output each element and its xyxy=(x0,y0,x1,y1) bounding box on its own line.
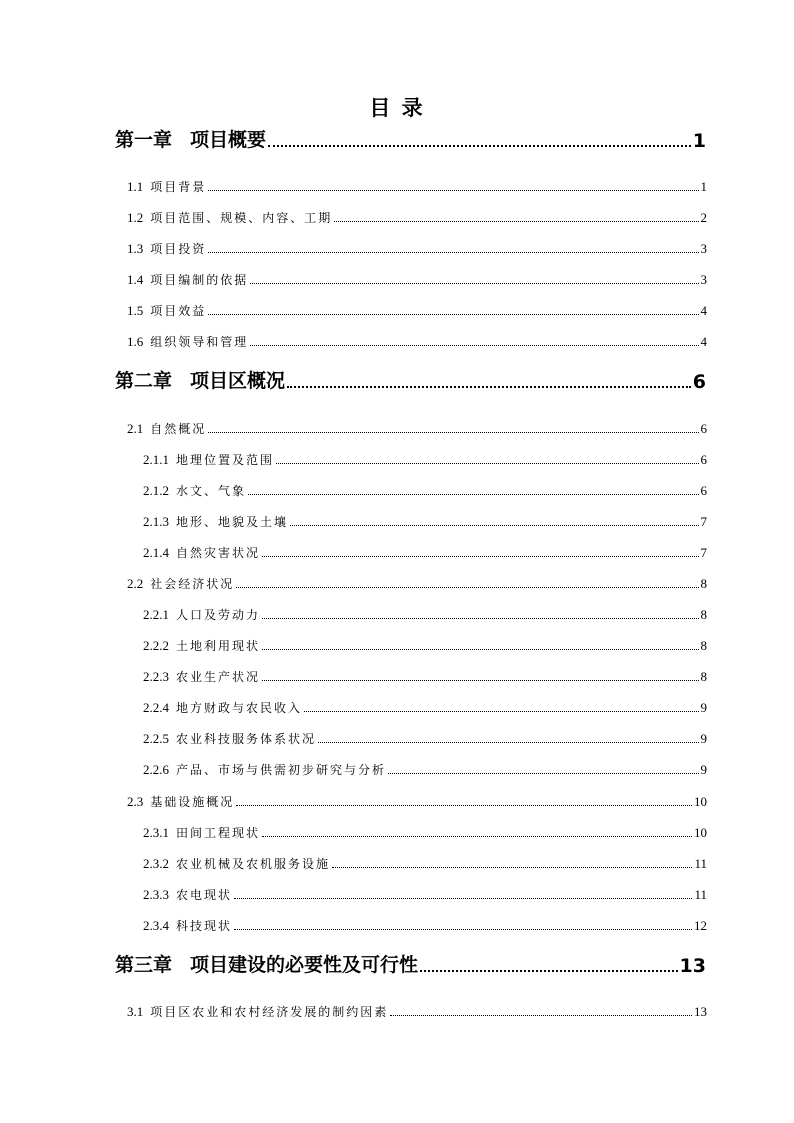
toc-entry-number: 1.1 xyxy=(127,179,144,194)
toc-entry-page: 3 xyxy=(700,272,707,287)
toc-entry-title: 项目建设的必要性及可行性 xyxy=(190,954,419,976)
toc-entry-number: 第二章 xyxy=(115,370,173,392)
toc-entry-page: 11 xyxy=(694,856,707,871)
toc-entry-page: 1 xyxy=(692,130,706,152)
toc-entry-title: 人口及劳动力 xyxy=(176,608,261,622)
toc-dot-leader xyxy=(304,711,698,712)
toc-entry-title: 自然灾害状况 xyxy=(176,546,261,560)
toc-dot-leader xyxy=(268,145,691,147)
toc-subsection-entry[interactable] xyxy=(143,885,707,903)
toc-dot-leader xyxy=(234,929,692,930)
toc-dot-leader xyxy=(334,221,698,222)
toc-entry-title: 地方财政与农民收入 xyxy=(176,701,303,715)
toc-dot-leader xyxy=(250,283,698,284)
toc-entry-page: 6 xyxy=(700,452,707,467)
toc-entry-number: 3.1 xyxy=(127,1004,144,1019)
toc-subsection-entry[interactable] xyxy=(143,667,707,685)
toc-subsection-entry[interactable] xyxy=(143,698,707,716)
toc-chapter-entry[interactable] xyxy=(115,953,706,977)
toc-entry-page: 2 xyxy=(700,210,707,225)
toc-dot-leader xyxy=(262,649,698,650)
toc-entry-number: 1.6 xyxy=(127,334,144,349)
toc-entry-page: 8 xyxy=(700,576,707,591)
toc-section-entry[interactable] xyxy=(127,574,707,592)
toc-entry-page: 9 xyxy=(700,731,707,746)
toc-entry-title: 地形、地貌及土壤 xyxy=(176,515,289,529)
toc-section-entry[interactable] xyxy=(127,792,707,810)
toc-chapter-entry[interactable] xyxy=(115,369,706,393)
toc-dot-leader xyxy=(332,867,692,868)
toc-entry-page: 8 xyxy=(700,669,707,684)
toc-dot-leader xyxy=(262,836,692,837)
toc-entry-page: 8 xyxy=(700,607,707,622)
toc-entry-number: 第一章 xyxy=(115,129,173,151)
toc-entry-title: 田间工程现状 xyxy=(176,826,261,840)
toc-section-entry[interactable] xyxy=(127,208,707,226)
toc-subsection-entry[interactable] xyxy=(143,543,707,561)
toc-section-entry[interactable] xyxy=(127,1002,707,1020)
toc-entry-page: 12 xyxy=(694,918,707,933)
toc-entry-number: 1.4 xyxy=(127,272,144,287)
toc-entry-page: 10 xyxy=(694,825,707,840)
toc-entry-page: 8 xyxy=(700,638,707,653)
toc-dot-leader xyxy=(290,525,698,526)
toc-entry-number: 2.3.3 xyxy=(143,887,169,902)
toc-entry-title: 土地利用现状 xyxy=(176,639,261,653)
toc-dot-leader xyxy=(262,618,698,619)
toc-entry-title: 农业机械及农机服务设施 xyxy=(176,857,331,871)
toc-dot-leader xyxy=(234,898,692,899)
toc-entry-page: 4 xyxy=(700,334,707,349)
toc-subsection-entry[interactable] xyxy=(143,605,707,623)
toc-entry-title: 水文、气象 xyxy=(176,484,247,498)
toc-entry-number: 2.1.4 xyxy=(143,545,169,560)
toc-entry-page: 9 xyxy=(700,762,707,777)
toc-entry-number: 2.2.2 xyxy=(143,638,169,653)
toc-section-entry[interactable] xyxy=(127,419,707,437)
toc-subsection-entry[interactable] xyxy=(143,450,707,468)
toc-entry-number: 2.1.1 xyxy=(143,452,169,467)
toc-subsection-entry[interactable] xyxy=(143,823,707,841)
toc-dot-leader xyxy=(388,773,698,774)
toc-entry-title: 产品、市场与供需初步研究与分析 xyxy=(176,763,387,777)
toc-dot-leader xyxy=(262,556,698,557)
toc-entry-number: 2.3.2 xyxy=(143,856,169,871)
toc-section-entry[interactable] xyxy=(127,332,707,350)
toc-subsection-entry[interactable] xyxy=(143,760,707,778)
toc-entry-number: 2.2.1 xyxy=(143,607,169,622)
toc-subsection-entry[interactable] xyxy=(143,916,707,934)
toc-entry-number: 第三章 xyxy=(115,954,173,976)
toc-entry-title: 项目背景 xyxy=(150,180,207,194)
toc-entry-number: 2.2.4 xyxy=(143,700,169,715)
toc-dot-leader xyxy=(420,970,678,972)
toc-dot-leader xyxy=(248,494,698,495)
toc-dot-leader xyxy=(276,463,698,464)
toc-dot-leader xyxy=(287,386,691,388)
toc-entry-page: 11 xyxy=(694,887,707,902)
toc-entry-title: 农业生产状况 xyxy=(176,670,261,684)
toc-entry-page: 13 xyxy=(694,1004,707,1019)
toc-dot-leader xyxy=(318,742,698,743)
toc-entry-page: 13 xyxy=(679,955,706,977)
toc-subsection-entry[interactable] xyxy=(143,854,707,872)
toc-section-entry[interactable] xyxy=(127,270,707,288)
toc-entry-number: 2.2 xyxy=(127,576,144,591)
toc-entry-page: 10 xyxy=(694,794,707,809)
toc-entry-number: 2.3.1 xyxy=(143,825,169,840)
toc-entry-page: 3 xyxy=(700,241,707,256)
toc-entry-number: 2.2.3 xyxy=(143,669,169,684)
toc-entry-title: 项目编制的依据 xyxy=(150,273,249,287)
toc-section-entry[interactable] xyxy=(127,301,707,319)
toc-entry-number: 2.3 xyxy=(127,794,144,809)
toc-entry-title: 农业科技服务体系状况 xyxy=(176,732,317,746)
toc-dot-leader xyxy=(262,680,698,681)
toc-entry-page: 6 xyxy=(700,483,707,498)
toc-entry-number: 2.1 xyxy=(127,421,144,436)
toc-entry-title: 自然概况 xyxy=(150,422,207,436)
toc-dot-leader xyxy=(208,314,698,315)
toc-dot-leader xyxy=(236,805,692,806)
toc-dot-leader xyxy=(250,345,698,346)
toc-dot-leader xyxy=(390,1015,692,1016)
toc-dot-leader xyxy=(208,252,698,253)
toc-entry-title: 项目范围、规模、内容、工期 xyxy=(150,211,333,225)
toc-entry-title: 地理位置及范围 xyxy=(176,453,275,467)
toc-entry-page: 7 xyxy=(700,514,707,529)
toc-entry-title: 项目效益 xyxy=(150,304,207,318)
toc-entry-number: 1.2 xyxy=(127,210,144,225)
toc-entry-title: 基础设施概况 xyxy=(150,795,235,809)
toc-subsection-entry[interactable] xyxy=(143,481,707,499)
toc-entry-page: 7 xyxy=(700,545,707,560)
toc-entry-title: 科技现状 xyxy=(176,919,233,933)
toc-entry-page: 6 xyxy=(692,371,706,393)
toc-entry-page: 4 xyxy=(700,303,707,318)
toc-section-entry[interactable] xyxy=(127,239,707,257)
toc-entry-page: 1 xyxy=(700,179,707,194)
toc-entry-number: 1.3 xyxy=(127,241,144,256)
toc-dot-leader xyxy=(208,432,698,433)
toc-section-entry[interactable] xyxy=(127,177,707,195)
toc-subsection-entry[interactable] xyxy=(143,729,707,747)
toc-entry-title: 项目概要 xyxy=(190,129,267,151)
toc-dot-leader xyxy=(208,190,698,191)
toc-entry-title: 农电现状 xyxy=(176,888,233,902)
toc-subsection-entry[interactable] xyxy=(143,512,707,530)
toc-entry-title: 项目区农业和农村经济发展的制约因素 xyxy=(150,1005,389,1019)
toc-entry-number: 2.1.3 xyxy=(143,514,169,529)
toc-entry-number: 2.2.5 xyxy=(143,731,169,746)
toc-entry-number: 1.5 xyxy=(127,303,144,318)
page-title: 目 录 xyxy=(369,96,425,120)
toc-chapter-entry[interactable] xyxy=(115,128,706,152)
toc-subsection-entry[interactable] xyxy=(143,636,707,654)
toc-entry-page: 9 xyxy=(700,700,707,715)
toc-entry-number: 2.2.6 xyxy=(143,762,169,777)
toc-entry-number: 2.1.2 xyxy=(143,483,169,498)
toc-entry-page: 6 xyxy=(700,421,707,436)
toc-entry-number: 2.3.4 xyxy=(143,918,169,933)
toc-dot-leader xyxy=(236,587,698,588)
toc-entry-title: 组织领导和管理 xyxy=(150,335,249,349)
toc-entry-title: 项目区概况 xyxy=(190,370,286,392)
toc-entry-title: 社会经济状况 xyxy=(150,577,235,591)
toc-entry-title: 项目投资 xyxy=(150,242,207,256)
